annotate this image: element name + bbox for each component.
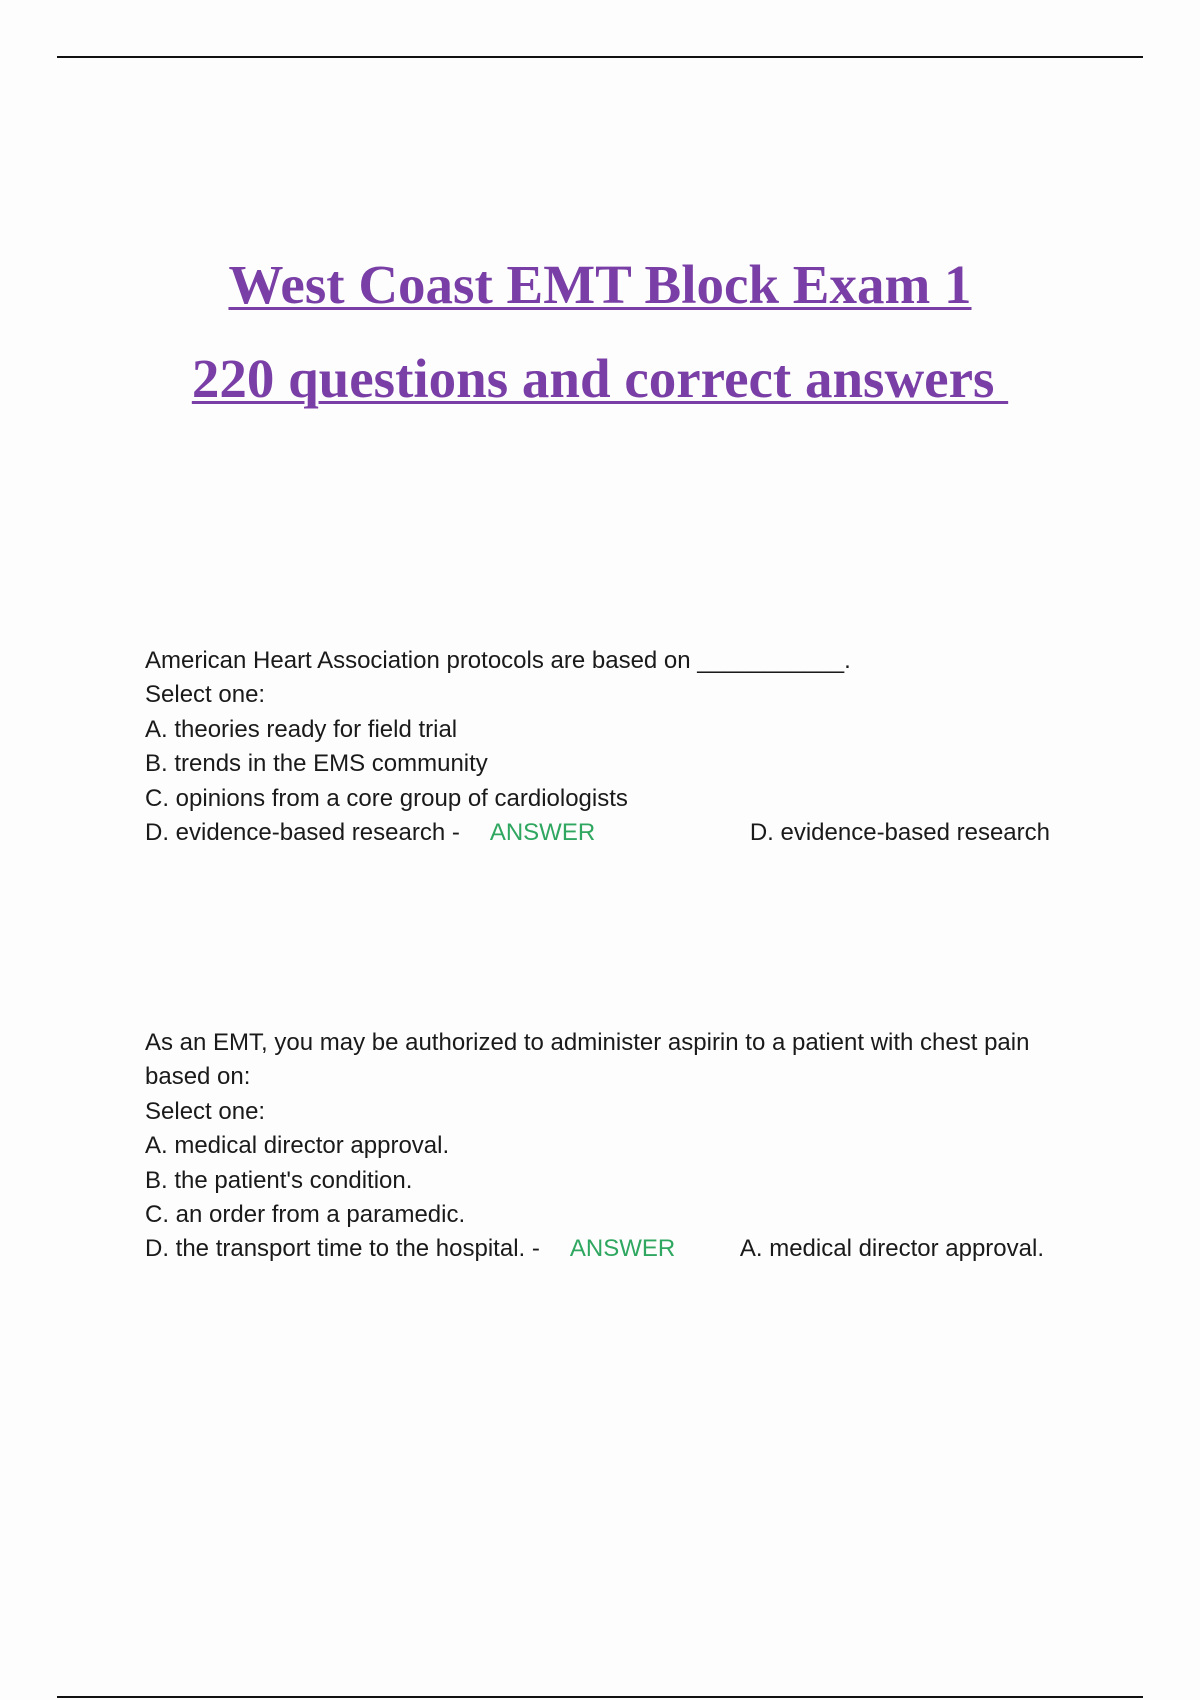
select-one-label: Select one: (145, 1097, 266, 1125)
top-rule (57, 56, 1143, 58)
answer-label: ANSWER (489, 819, 596, 847)
option-c: C. opinions from a core group of cardiologists (145, 784, 628, 812)
bottom-rule (57, 1696, 1143, 1698)
option-a: A. medical director approval. (145, 1132, 450, 1160)
option-a: A. theories ready for field trial (145, 715, 458, 743)
option-d-row (145, 1232, 1085, 1266)
question-prompt: American Heart Association protocols are based on ___________. (145, 647, 851, 674)
option-b: B. the patient's condition. (145, 1166, 413, 1194)
title-line-2: 220 questions and correct answers (191, 348, 1009, 409)
document-title (0, 238, 1200, 426)
option-d: D. the transport time to the hospital. - (145, 1235, 540, 1263)
question-prompt: As an EMT, you may be authorized to administer aspirin to a patient with chest pain based on: (145, 1029, 1037, 1091)
answer-label: ANSWER (569, 1235, 676, 1263)
option-b: B. trends in the EMS community (145, 750, 488, 778)
option-c: C. an order from a paramedic. (145, 1201, 466, 1229)
select-one-label: Select one: (145, 681, 266, 709)
answer-text: A. medical director approval. (739, 1235, 1044, 1263)
answer-text: D. evidence-based research (749, 819, 1050, 847)
question-1 (145, 644, 1085, 850)
option-d: D. evidence-based research - (145, 819, 460, 847)
option-d-row (145, 816, 1085, 850)
title-line-1: West Coast EMT Block Exam 1 (228, 254, 972, 315)
question-2 (145, 1026, 1085, 1267)
